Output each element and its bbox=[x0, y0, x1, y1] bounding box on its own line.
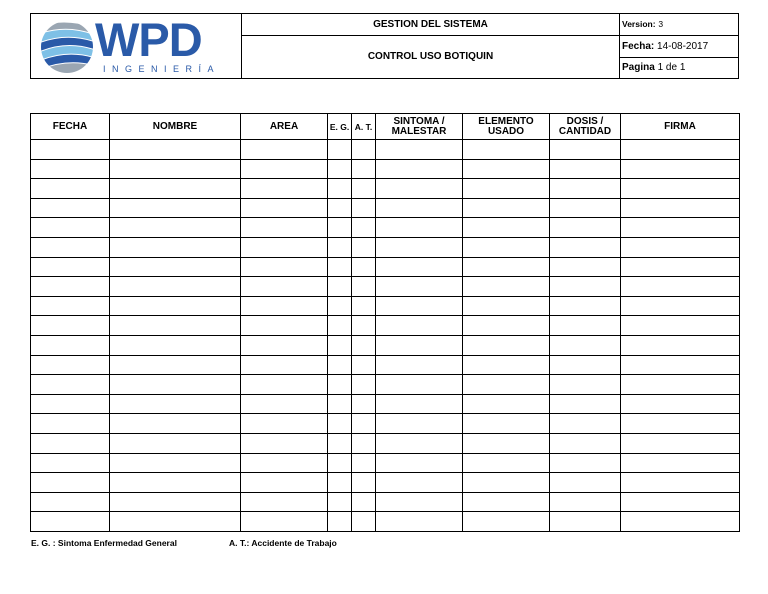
table-cell[interactable] bbox=[328, 140, 352, 160]
table-cell[interactable] bbox=[328, 218, 352, 238]
date-label: Fecha: bbox=[622, 41, 655, 52]
table-cell[interactable] bbox=[463, 492, 550, 512]
table-row bbox=[31, 473, 740, 493]
table-cell[interactable] bbox=[463, 140, 550, 160]
table-cell[interactable] bbox=[352, 492, 376, 512]
table-cell[interactable] bbox=[621, 218, 740, 238]
table-row bbox=[31, 512, 740, 532]
table-cell[interactable] bbox=[463, 218, 550, 238]
table-cell[interactable] bbox=[241, 257, 328, 277]
table-cell[interactable] bbox=[621, 492, 740, 512]
table-cell[interactable] bbox=[110, 473, 241, 493]
column-header-nombre: NOMBRE bbox=[110, 114, 241, 140]
table-cell[interactable] bbox=[376, 492, 463, 512]
table-cell[interactable] bbox=[110, 257, 241, 277]
table-cell[interactable] bbox=[31, 355, 110, 375]
table-cell[interactable] bbox=[376, 159, 463, 179]
table-cell[interactable] bbox=[376, 257, 463, 277]
table-cell[interactable] bbox=[463, 335, 550, 355]
logo-subtitle: INGENIERÍA bbox=[103, 64, 221, 74]
system-title: GESTION DEL SISTEMA bbox=[242, 14, 620, 36]
table-cell[interactable] bbox=[376, 316, 463, 336]
table-cell[interactable] bbox=[352, 414, 376, 434]
table-cell[interactable] bbox=[550, 512, 621, 532]
column-header-at: A. T. bbox=[352, 114, 376, 140]
table-cell[interactable] bbox=[241, 453, 328, 473]
table-row bbox=[31, 140, 740, 160]
table-cell[interactable] bbox=[550, 375, 621, 395]
page-field bbox=[620, 58, 738, 78]
table-cell[interactable] bbox=[110, 453, 241, 473]
table-cell[interactable] bbox=[352, 140, 376, 160]
table-row bbox=[31, 218, 740, 238]
table-cell[interactable] bbox=[550, 277, 621, 297]
table-cell[interactable] bbox=[352, 296, 376, 316]
table-cell[interactable] bbox=[110, 335, 241, 355]
table-cell[interactable] bbox=[376, 198, 463, 218]
table-cell[interactable] bbox=[550, 335, 621, 355]
table-cell[interactable] bbox=[463, 473, 550, 493]
table-cell[interactable] bbox=[550, 473, 621, 493]
table-row bbox=[31, 433, 740, 453]
version-label: Version: bbox=[622, 19, 656, 29]
table-cell[interactable] bbox=[550, 179, 621, 199]
table-cell[interactable] bbox=[352, 473, 376, 493]
table-cell[interactable] bbox=[621, 394, 740, 414]
table-cell[interactable] bbox=[376, 277, 463, 297]
table-cell[interactable] bbox=[241, 433, 328, 453]
page-label: Pagina bbox=[622, 62, 655, 73]
table-cell[interactable] bbox=[463, 414, 550, 434]
column-header-sintoma: SINTOMA / MALESTAR bbox=[376, 114, 463, 140]
table-cell[interactable] bbox=[352, 453, 376, 473]
table-cell[interactable] bbox=[621, 512, 740, 532]
table-cell[interactable] bbox=[241, 375, 328, 395]
table-row bbox=[31, 414, 740, 434]
table-cell[interactable] bbox=[352, 355, 376, 375]
table-cell[interactable] bbox=[376, 512, 463, 532]
table-cell[interactable] bbox=[241, 355, 328, 375]
table-row bbox=[31, 159, 740, 179]
table-cell[interactable] bbox=[352, 335, 376, 355]
table-cell[interactable] bbox=[621, 355, 740, 375]
table-cell[interactable] bbox=[376, 473, 463, 493]
table-cell[interactable] bbox=[352, 179, 376, 199]
table-row bbox=[31, 277, 740, 297]
column-header-firma: FIRMA bbox=[621, 114, 740, 140]
table-cell[interactable] bbox=[328, 355, 352, 375]
table-cell[interactable] bbox=[110, 140, 241, 160]
table-cell[interactable] bbox=[550, 237, 621, 257]
column-header-dosis: DOSIS / CANTIDAD bbox=[550, 114, 621, 140]
table-cell[interactable] bbox=[31, 375, 110, 395]
footnote-eg: E. G. : Sintoma Enfermedad General bbox=[31, 538, 177, 548]
table-cell[interactable] bbox=[31, 335, 110, 355]
table-cell[interactable] bbox=[31, 140, 110, 160]
table-cell[interactable] bbox=[241, 237, 328, 257]
table-cell[interactable] bbox=[376, 355, 463, 375]
table-cell[interactable] bbox=[376, 296, 463, 316]
table-cell[interactable] bbox=[110, 198, 241, 218]
table-cell[interactable] bbox=[31, 433, 110, 453]
table-cell[interactable] bbox=[621, 433, 740, 453]
table-cell[interactable] bbox=[550, 198, 621, 218]
table-cell[interactable] bbox=[328, 453, 352, 473]
table-cell[interactable] bbox=[621, 179, 740, 199]
table-cell[interactable] bbox=[463, 375, 550, 395]
table-cell[interactable] bbox=[463, 394, 550, 414]
table-cell[interactable] bbox=[550, 394, 621, 414]
table-cell[interactable] bbox=[110, 237, 241, 257]
table-cell[interactable] bbox=[241, 218, 328, 238]
table-row bbox=[31, 492, 740, 512]
table-row bbox=[31, 198, 740, 218]
table-cell[interactable] bbox=[241, 140, 328, 160]
table-cell[interactable] bbox=[328, 335, 352, 355]
table-cell[interactable] bbox=[621, 375, 740, 395]
table-row bbox=[31, 453, 740, 473]
table-cell[interactable] bbox=[31, 218, 110, 238]
table-cell[interactable] bbox=[621, 473, 740, 493]
table-cell[interactable] bbox=[328, 512, 352, 532]
table-cell[interactable] bbox=[241, 159, 328, 179]
table-cell[interactable] bbox=[463, 277, 550, 297]
table-cell[interactable] bbox=[31, 277, 110, 297]
table-row bbox=[31, 355, 740, 375]
table-cell[interactable] bbox=[376, 335, 463, 355]
table-cell[interactable] bbox=[328, 296, 352, 316]
table-cell[interactable] bbox=[328, 492, 352, 512]
table-cell[interactable] bbox=[110, 433, 241, 453]
table-cell[interactable] bbox=[376, 394, 463, 414]
table-cell[interactable] bbox=[463, 355, 550, 375]
table-cell[interactable] bbox=[241, 277, 328, 297]
table-cell[interactable] bbox=[328, 414, 352, 434]
table-cell[interactable] bbox=[241, 179, 328, 199]
table-cell[interactable] bbox=[376, 179, 463, 199]
table-cell[interactable] bbox=[463, 198, 550, 218]
table-cell[interactable] bbox=[328, 316, 352, 336]
table-cell[interactable] bbox=[110, 159, 241, 179]
version-value: 3 bbox=[658, 19, 664, 29]
table-cell[interactable] bbox=[328, 394, 352, 414]
table-cell[interactable] bbox=[31, 296, 110, 316]
table-cell[interactable] bbox=[376, 453, 463, 473]
table-cell[interactable] bbox=[550, 316, 621, 336]
globe-logo-icon bbox=[40, 20, 94, 74]
table-cell[interactable] bbox=[463, 179, 550, 199]
table-cell[interactable] bbox=[241, 316, 328, 336]
table-cell[interactable] bbox=[621, 277, 740, 297]
table-cell[interactable] bbox=[31, 257, 110, 277]
table-cell[interactable] bbox=[550, 296, 621, 316]
table-cell[interactable] bbox=[550, 414, 621, 434]
company-logo bbox=[31, 14, 242, 78]
date-value: 14-08-2017 bbox=[657, 41, 709, 52]
table-cell[interactable] bbox=[352, 375, 376, 395]
table-cell[interactable] bbox=[31, 316, 110, 336]
table-cell[interactable] bbox=[621, 414, 740, 434]
column-header-elemento: ELEMENTO USADO bbox=[463, 114, 550, 140]
column-header-area: AREA bbox=[241, 114, 328, 140]
table-cell[interactable] bbox=[463, 433, 550, 453]
table-row bbox=[31, 316, 740, 336]
table-cell[interactable] bbox=[31, 159, 110, 179]
table-cell[interactable] bbox=[352, 316, 376, 336]
table-cell[interactable] bbox=[241, 473, 328, 493]
table-cell[interactable] bbox=[110, 512, 241, 532]
table-row bbox=[31, 394, 740, 414]
table-cell[interactable] bbox=[621, 316, 740, 336]
table-cell[interactable] bbox=[110, 355, 241, 375]
table-cell[interactable] bbox=[550, 355, 621, 375]
table-cell[interactable] bbox=[621, 140, 740, 160]
table-cell[interactable] bbox=[376, 140, 463, 160]
table-cell[interactable] bbox=[352, 433, 376, 453]
table-cell[interactable] bbox=[241, 512, 328, 532]
table-row bbox=[31, 335, 740, 355]
table-cell[interactable] bbox=[110, 179, 241, 199]
table-cell[interactable] bbox=[328, 257, 352, 277]
table-cell[interactable] bbox=[110, 277, 241, 297]
footnote-at: A. T.: Accidente de Trabajo bbox=[229, 538, 337, 548]
table-cell[interactable] bbox=[110, 316, 241, 336]
table-cell[interactable] bbox=[376, 375, 463, 395]
table-cell[interactable] bbox=[352, 159, 376, 179]
table-cell[interactable] bbox=[328, 198, 352, 218]
table-cell[interactable] bbox=[110, 296, 241, 316]
table-cell[interactable] bbox=[31, 512, 110, 532]
table-cell[interactable] bbox=[621, 257, 740, 277]
table-row bbox=[31, 296, 740, 316]
table-cell[interactable] bbox=[328, 277, 352, 297]
table-cell[interactable] bbox=[31, 179, 110, 199]
date-field bbox=[620, 36, 738, 58]
table-row bbox=[31, 179, 740, 199]
table-cell[interactable] bbox=[550, 492, 621, 512]
table-cell[interactable] bbox=[241, 394, 328, 414]
table-cell[interactable] bbox=[463, 159, 550, 179]
table-cell[interactable] bbox=[328, 433, 352, 453]
table-cell[interactable] bbox=[463, 296, 550, 316]
table-cell[interactable] bbox=[352, 394, 376, 414]
table-row bbox=[31, 375, 740, 395]
table-row bbox=[31, 257, 740, 277]
table-cell[interactable] bbox=[110, 394, 241, 414]
table-cell[interactable] bbox=[241, 198, 328, 218]
table-cell[interactable] bbox=[550, 159, 621, 179]
table-cell[interactable] bbox=[110, 375, 241, 395]
table-cell[interactable] bbox=[621, 237, 740, 257]
table-cell[interactable] bbox=[31, 473, 110, 493]
document-header bbox=[30, 13, 739, 79]
table-cell[interactable] bbox=[241, 414, 328, 434]
table-cell[interactable] bbox=[463, 316, 550, 336]
table-cell[interactable] bbox=[328, 159, 352, 179]
column-header-fecha: FECHA bbox=[31, 114, 110, 140]
table-cell[interactable] bbox=[550, 257, 621, 277]
column-header-eg: E. G. bbox=[328, 114, 352, 140]
table-cell[interactable] bbox=[328, 179, 352, 199]
table-cell[interactable] bbox=[463, 237, 550, 257]
table-cell[interactable] bbox=[550, 140, 621, 160]
table-cell[interactable] bbox=[463, 453, 550, 473]
table-cell[interactable] bbox=[31, 394, 110, 414]
document-title: CONTROL USO BOTIQUIN bbox=[242, 36, 620, 78]
table-cell[interactable] bbox=[110, 414, 241, 434]
table-cell[interactable] bbox=[241, 296, 328, 316]
usage-log-table bbox=[30, 113, 740, 532]
table-cell[interactable] bbox=[241, 492, 328, 512]
table-row bbox=[31, 237, 740, 257]
table-cell[interactable] bbox=[352, 512, 376, 532]
table-cell[interactable] bbox=[31, 492, 110, 512]
table-cell[interactable] bbox=[328, 473, 352, 493]
table-cell[interactable] bbox=[621, 335, 740, 355]
table-cell[interactable] bbox=[31, 414, 110, 434]
table-cell[interactable] bbox=[110, 218, 241, 238]
table-cell[interactable] bbox=[352, 277, 376, 297]
table-cell[interactable] bbox=[621, 159, 740, 179]
table-cell[interactable] bbox=[550, 433, 621, 453]
table-cell[interactable] bbox=[352, 237, 376, 257]
table-cell[interactable] bbox=[376, 414, 463, 434]
table-header-row bbox=[31, 114, 740, 140]
table-cell[interactable] bbox=[241, 335, 328, 355]
table-cell[interactable] bbox=[110, 492, 241, 512]
table-cell[interactable] bbox=[352, 218, 376, 238]
logo-wordmark: WPD bbox=[95, 13, 202, 66]
table-cell[interactable] bbox=[550, 453, 621, 473]
table-cell[interactable] bbox=[621, 296, 740, 316]
table-cell[interactable] bbox=[376, 433, 463, 453]
table-cell[interactable] bbox=[352, 257, 376, 277]
table-cell[interactable] bbox=[328, 375, 352, 395]
table-cell[interactable] bbox=[376, 237, 463, 257]
table-cell[interactable] bbox=[352, 198, 376, 218]
table-cell[interactable] bbox=[31, 198, 110, 218]
table-cell[interactable] bbox=[621, 198, 740, 218]
table-cell[interactable] bbox=[463, 257, 550, 277]
table-cell[interactable] bbox=[328, 237, 352, 257]
table-cell[interactable] bbox=[31, 237, 110, 257]
table-cell[interactable] bbox=[31, 453, 110, 473]
table-body bbox=[31, 140, 740, 532]
table-cell[interactable] bbox=[376, 218, 463, 238]
table-cell[interactable] bbox=[550, 218, 621, 238]
version-field bbox=[620, 14, 738, 36]
table-cell[interactable] bbox=[621, 453, 740, 473]
page-value: 1 de 1 bbox=[657, 62, 686, 73]
table-cell[interactable] bbox=[463, 512, 550, 532]
